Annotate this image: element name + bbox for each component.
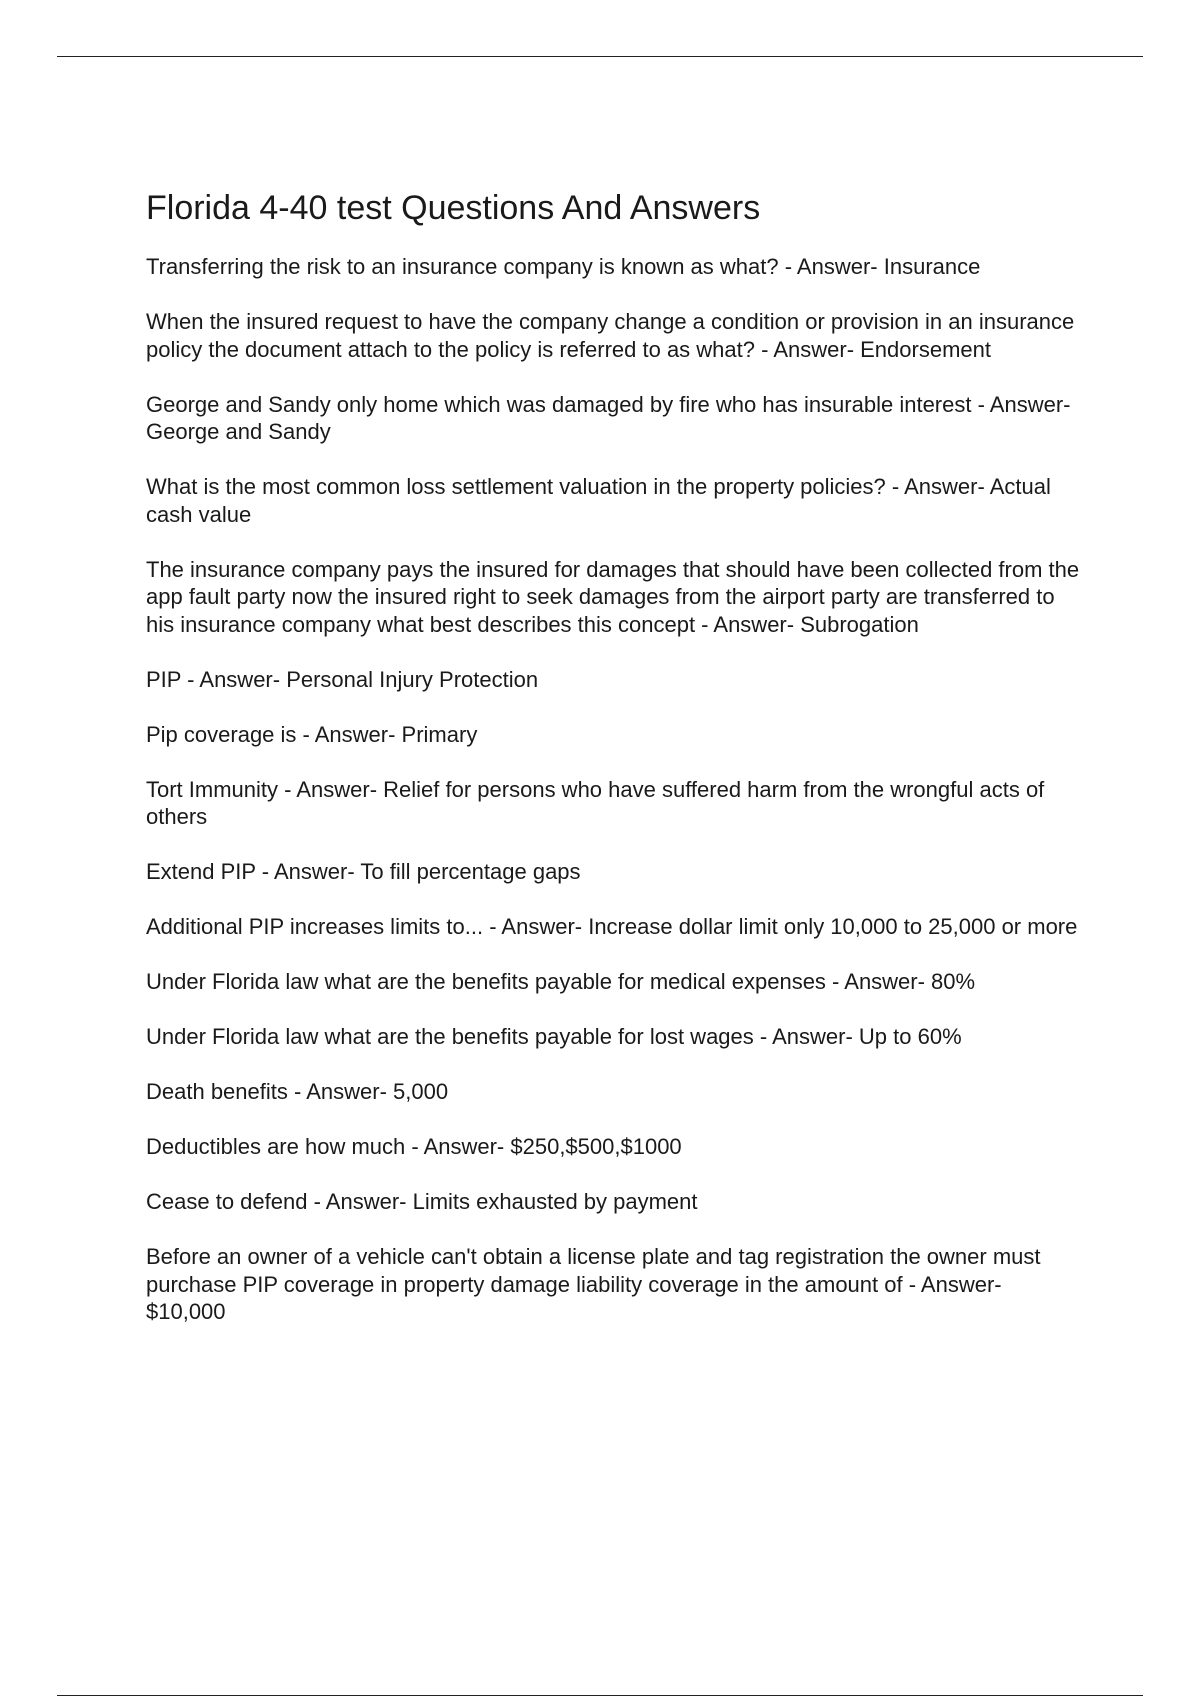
qa-item: Under Florida law what are the benefits payable for medical expenses - Answer- 80% xyxy=(146,969,976,994)
qa-item: When the insured request to have the company change a condition or provision in an insurance policy the document attach to the policy is referred to as what? - Answer- Endorsement xyxy=(146,309,1075,362)
document-body xyxy=(146,183,1086,1353)
qa-item: What is the most common loss settlement valuation in the property policies? - Answer- Actual cash value xyxy=(146,474,1051,527)
qa-item: Under Florida law what are the benefits payable for lost wages - Answer- Up to 60% xyxy=(146,1024,962,1049)
document-title: Florida 4-40 test Questions And Answers xyxy=(146,189,761,227)
qa-item: Tort Immunity - Answer- Relief for persons who have suffered harm from the wrongful acts of others xyxy=(146,776,1045,829)
qa-item: Extend PIP - Answer- To fill percentage gaps xyxy=(146,859,581,884)
qa-item: George and Sandy only home which was damaged by fire who has insurable interest - Answer- George and Sandy xyxy=(146,391,1071,444)
qa-item: PIP - Answer- Personal Injury Protection xyxy=(146,666,539,692)
qa-item: Additional PIP increases limits to... - Answer- Increase dollar limit only 10,000 to 25,000 or more xyxy=(146,914,1078,939)
qa-item: Death benefits - Answer- 5,000 xyxy=(146,1079,449,1104)
top-divider xyxy=(57,56,1143,57)
qa-item: Transferring the risk to an insurance company is known as what? - Answer- Insurance xyxy=(146,254,981,279)
bottom-divider xyxy=(57,1695,1143,1696)
qa-item: The insurance company pays the insured for damages that should have been collected from the app fault party now the insured right to seek damages from the airport party are transferred to his insurance company what best describes this concept - Answer- Subrogation xyxy=(146,556,1080,637)
qa-item: Pip coverage is - Answer- Primary xyxy=(146,721,478,747)
qa-item: Deductibles are how much - Answer- $250,$500,$1000 xyxy=(146,1134,682,1159)
qa-item: Cease to defend - Answer- Limits exhausted by payment xyxy=(146,1189,698,1214)
qa-item: Before an owner of a vehicle can't obtain a license plate and tag registration the owner must purchase PIP coverage in property damage liability coverage in the amount of - Answer- $10,000 xyxy=(146,1244,1041,1324)
